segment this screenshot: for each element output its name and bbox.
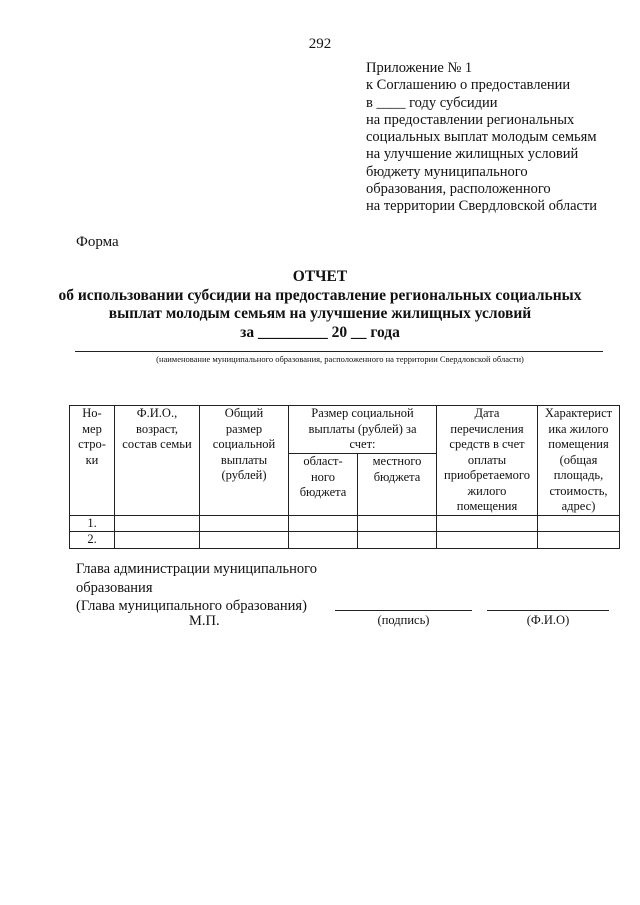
- signatory-line: Глава администрации муниципального: [76, 561, 317, 577]
- municipality-name-line: [75, 351, 603, 352]
- appendix-line: на предоставлении региональных: [366, 111, 575, 128]
- table-cell: [115, 532, 200, 549]
- header-payment-source: Размер социальной выплаты (рублей) за счет:: [289, 406, 437, 454]
- appendix-header: [366, 60, 597, 216]
- appendix-line: к Соглашению о предоставлении: [366, 77, 571, 94]
- table-cell: [289, 532, 358, 549]
- table-cell: [200, 532, 289, 549]
- signatory-block: [76, 560, 317, 616]
- header-housing-info: Характерист ика жилого помещения (общая площадь, стоимость, адрес): [538, 406, 620, 516]
- report-subtitle-line: выплат молодым семьям на улучшение жилищных условий: [108, 305, 532, 322]
- signatory-line: образования: [76, 579, 153, 596]
- signatory-line: (Глава муниципального образования): [76, 598, 307, 614]
- header-transfer-date: Дата перечисления средств в счет оплаты приобретаемого жилого помещения: [437, 406, 538, 516]
- row-number: 1.: [70, 515, 115, 532]
- table-cell: [200, 515, 289, 532]
- report-title-block: [0, 268, 640, 342]
- page-number: 292: [308, 36, 332, 52]
- table-cell: [358, 532, 437, 549]
- header-total: Общий размер социальной выплаты (рублей): [200, 406, 289, 516]
- appendix-line: социальных выплат молодым семьям: [366, 129, 597, 146]
- signature-caption: (подпись): [377, 613, 430, 627]
- table-cell: [538, 532, 620, 549]
- table-cell: [437, 515, 538, 532]
- table-cell: [358, 515, 437, 532]
- report-title: ОТЧЕТ: [292, 268, 348, 285]
- report-table: [69, 405, 620, 549]
- appendix-line: на улучшение жилищных условий: [366, 146, 579, 163]
- signature-line: [335, 610, 472, 611]
- header-local-budget: местного бюджета: [358, 454, 437, 515]
- form-label: Форма: [76, 234, 119, 250]
- report-period: за _________ 20 __ года: [240, 323, 400, 341]
- row-number: 2.: [70, 532, 115, 549]
- name-line: [487, 610, 609, 611]
- table-cell: [289, 515, 358, 532]
- name-caption: (Ф.И.О): [526, 613, 570, 627]
- table-cell: [538, 515, 620, 532]
- table-cell: [115, 515, 200, 532]
- table-row: [70, 515, 620, 532]
- appendix-line: на территории Свердловской области: [366, 198, 598, 215]
- report-subtitle-line: об использовании субсидии на предоставление региональных социальных: [58, 286, 582, 304]
- header-fio: Ф.И.О., возраст, состав семьи: [115, 406, 200, 516]
- appendix-line: бюджету муниципального: [366, 163, 528, 180]
- table-cell: [437, 532, 538, 549]
- appendix-line: в ____ году субсидии: [366, 94, 498, 111]
- stamp-place-label: М.П.: [189, 613, 220, 629]
- header-row-number: Но- мер стро- ки: [70, 406, 115, 516]
- municipality-name-caption: (наименование муниципального образования, расположенного на территории Свердловской области): [156, 354, 524, 364]
- table-row: [70, 532, 620, 549]
- appendix-line: Приложение № 1: [366, 60, 473, 76]
- header-regional-budget: област- ного бюджета: [289, 454, 358, 515]
- appendix-line: образования, расположенного: [366, 181, 551, 198]
